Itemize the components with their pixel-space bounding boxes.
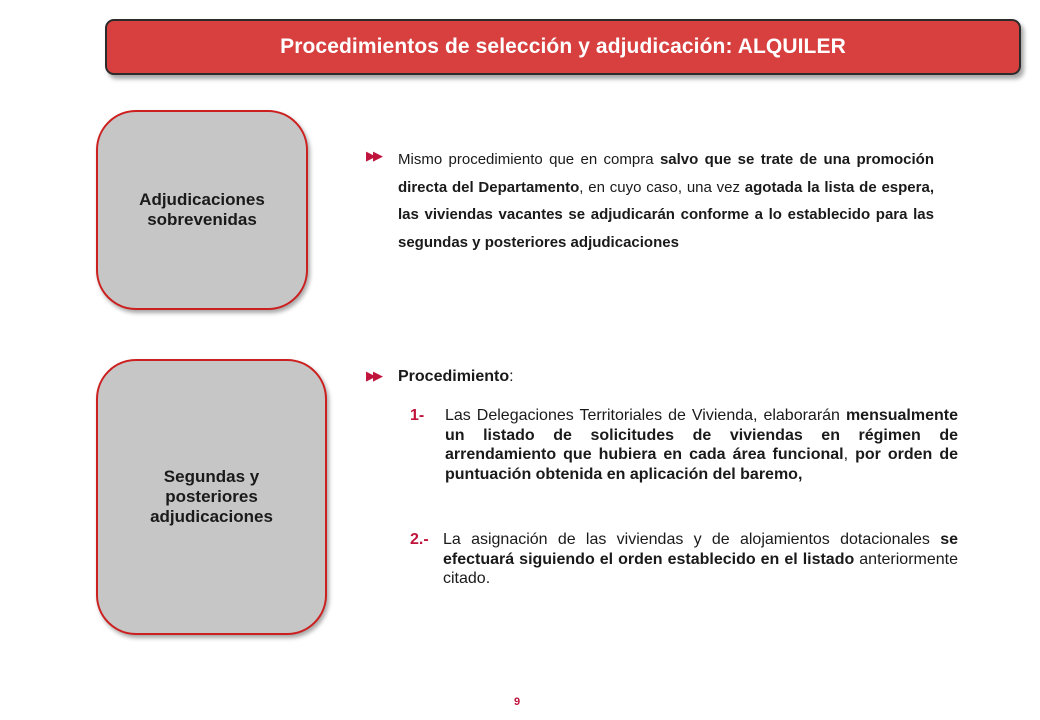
double-right-arrow-icon: ▶▶: [366, 148, 380, 163]
section-1-text: [398, 146, 934, 256]
title-bar: [105, 19, 1021, 75]
numbered-item-1: [410, 406, 958, 484]
item-number: 2.-: [410, 531, 429, 548]
page-number: 9: [513, 696, 521, 708]
bold-run: se efectuará siguiendo el orden establecido en el listado: [443, 531, 958, 568]
text-run: anteriormente citado.: [443, 550, 959, 587]
bold-run: por orden de puntuación obtenida en aplicación del baremo,: [445, 446, 959, 483]
text-run: Las Delegaciones Territoriales de Vivienda, elaborarán: [445, 407, 846, 424]
text-run: , en cuyo caso, una vez: [579, 178, 745, 196]
bold-run: mensualmente un listado de solicitudes de viviendas en régimen de arrendamiento que hubiera en cada área funcional: [445, 407, 958, 463]
double-right-arrow-icon: ▶▶: [366, 368, 380, 383]
text-run: ,: [843, 446, 856, 463]
text-run: La asignación de las viviendas y de alojamientos dotacionales: [443, 531, 941, 548]
item-text: [445, 406, 958, 484]
bold-run: agotada la lista de espera, las viviendas vacantes se adjudicarán conforme a lo establecido para las segundas y posteriores adjudicaciones: [398, 178, 935, 251]
page-title: Procedimientos de selección y adjudicación: ALQUILER: [280, 35, 846, 58]
box-adjudicaciones-sobrevenidas: [96, 110, 308, 310]
bullet-section-2: [366, 366, 958, 388]
text-run: Mismo procedimiento que en compra: [398, 151, 660, 168]
item-number: 1-: [410, 407, 425, 424]
bold-run: salvo que se trate de una promoción directa del Departamento: [398, 151, 935, 196]
bullet-section-1: [366, 146, 934, 256]
box-label: Adjudicaciones sobrevenidas: [139, 190, 265, 229]
box-label: Segundas y posteriores adjudicaciones: [150, 467, 273, 526]
procedure-colon: :: [509, 368, 514, 385]
procedure-heading: [398, 366, 514, 388]
item-text: [443, 530, 958, 589]
box-segundas-adjudicaciones: [96, 359, 327, 635]
procedure-label: Procedimiento: [398, 368, 510, 385]
numbered-item-2: [410, 530, 958, 589]
